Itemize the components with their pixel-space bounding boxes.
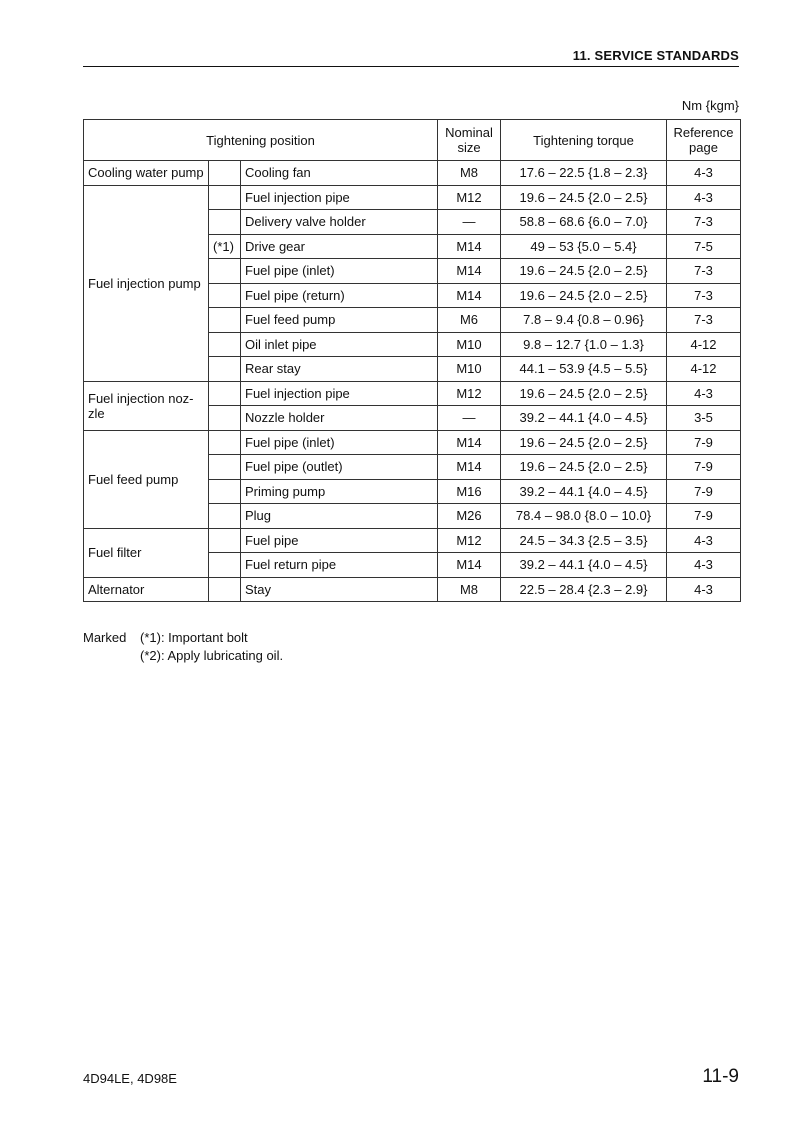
ref-cell: 7-5 [667,234,741,259]
group-cell: Fuel injection pump [84,185,209,381]
mark-cell [209,430,241,455]
item-cell: Fuel pipe (inlet) [241,259,438,284]
table-row [84,161,741,186]
footer-model: 4D94LE, 4D98E [83,1071,177,1086]
mark-cell [209,308,241,333]
unit-label: Nm {kgm} [681,98,739,113]
ref-cell: 7-9 [667,430,741,455]
mark-cell [209,161,241,186]
item-cell: Fuel pipe (return) [241,283,438,308]
note-item-2: (*2): Apply lubricating oil. [140,648,284,663]
item-cell: Stay [241,577,438,602]
size-cell: M14 [438,455,501,480]
mark-cell [209,479,241,504]
item-cell: Delivery valve holder [241,210,438,235]
header-position: Tightening position [84,120,438,161]
header-size-line2: size [457,140,481,155]
note-line-2 [83,647,283,665]
item-cell: Fuel injection pipe [241,185,438,210]
table-row [84,185,741,210]
table-body [84,161,741,602]
item-cell: Cooling fan [241,161,438,186]
item-cell: Fuel pipe (inlet) [241,430,438,455]
torque-cell: 7.8 – 9.4 {0.8 – 0.96} [501,308,667,333]
ref-cell: 4-12 [667,357,741,382]
ref-cell: 4-12 [667,332,741,357]
mark-cell [209,504,241,529]
mark-cell [209,553,241,578]
mark-cell [209,210,241,235]
ref-cell: 4-3 [667,381,741,406]
size-cell: M8 [438,161,501,186]
size-cell: M12 [438,381,501,406]
table-row [84,577,741,602]
torque-cell: 9.8 – 12.7 {1.0 – 1.3} [501,332,667,357]
ref-cell: 4-3 [667,161,741,186]
torque-cell: 19.6 – 24.5 {2.0 – 2.5} [501,185,667,210]
size-cell: M14 [438,234,501,259]
ref-cell: 7-9 [667,479,741,504]
note-line-1 [83,629,283,647]
mark-cell [209,259,241,284]
item-cell: Fuel pipe (outlet) [241,455,438,480]
torque-cell: 19.6 – 24.5 {2.0 – 2.5} [501,455,667,480]
item-cell: Fuel feed pump [241,308,438,333]
torque-cell: 19.6 – 24.5 {2.0 – 2.5} [501,430,667,455]
torque-cell: 39.2 – 44.1 {4.0 – 4.5} [501,406,667,431]
size-cell: M10 [438,357,501,382]
section-title: 11. SERVICE STANDARDS [572,48,739,63]
mark-cell [209,185,241,210]
torque-cell: 39.2 – 44.1 {4.0 – 4.5} [501,479,667,504]
torque-cell: 39.2 – 44.1 {4.0 – 4.5} [501,553,667,578]
item-cell: Fuel pipe [241,528,438,553]
group-cell: Fuel feed pump [84,430,209,528]
size-cell: — [438,210,501,235]
mark-cell [209,406,241,431]
size-cell: M16 [438,479,501,504]
table-row [84,381,741,406]
ref-cell: 4-3 [667,185,741,210]
size-cell: M14 [438,259,501,284]
notes [83,629,283,665]
mark-cell [209,455,241,480]
torque-cell: 22.5 – 28.4 {2.3 – 2.9} [501,577,667,602]
size-cell: M26 [438,504,501,529]
table-row [84,528,741,553]
mark-cell [209,283,241,308]
tightening-torque-table [83,119,741,602]
size-cell: M8 [438,577,501,602]
mark-cell [209,357,241,382]
header-size [438,120,501,161]
header-ref-line1: Reference [673,125,734,140]
torque-cell: 19.6 – 24.5 {2.0 – 2.5} [501,381,667,406]
size-cell: M14 [438,430,501,455]
header-ref-line2: page [689,140,718,155]
ref-cell: 3-5 [667,406,741,431]
torque-cell: 19.6 – 24.5 {2.0 – 2.5} [501,259,667,284]
item-cell: Plug [241,504,438,529]
item-cell: Nozzle holder [241,406,438,431]
table-row [84,430,741,455]
table-header-row [84,120,741,161]
header-torque: Tightening torque [501,120,667,161]
item-cell: Priming pump [241,479,438,504]
mark-cell [209,332,241,357]
mark-cell [209,528,241,553]
item-cell: Fuel return pipe [241,553,438,578]
group-cell: Fuel filter [84,528,209,577]
ref-cell: 7-3 [667,283,741,308]
group-cell: Cooling water pump [84,161,209,186]
ref-cell: 4-3 [667,577,741,602]
item-cell: Oil inlet pipe [241,332,438,357]
size-cell: — [438,406,501,431]
torque-cell: 78.4 – 98.0 {8.0 – 10.0} [501,504,667,529]
header-size-line1: Nominal [445,125,493,140]
note-item-1: (*1): Important bolt [140,630,248,645]
header-ref [667,120,741,161]
mark-cell [209,577,241,602]
mark-cell [209,381,241,406]
notes-label: Marked [83,630,127,645]
torque-cell: 58.8 – 68.6 {6.0 – 7.0} [501,210,667,235]
ref-cell: 7-3 [667,308,741,333]
ref-cell: 4-3 [667,528,741,553]
torque-cell: 19.6 – 24.5 {2.0 – 2.5} [501,283,667,308]
ref-cell: 7-9 [667,455,741,480]
ref-cell: 7-9 [667,504,741,529]
torque-cell: 44.1 – 53.9 {4.5 – 5.5} [501,357,667,382]
ref-cell: 4-3 [667,553,741,578]
size-cell: M10 [438,332,501,357]
mark-cell: (*1) [209,234,241,259]
torque-cell: 49 – 53 {5.0 – 5.4} [501,234,667,259]
torque-cell: 24.5 – 34.3 {2.5 – 3.5} [501,528,667,553]
size-cell: M14 [438,283,501,308]
group-cell: Alternator [84,577,209,602]
torque-cell: 17.6 – 22.5 {1.8 – 2.3} [501,161,667,186]
page-number: 11-9 [702,1066,739,1087]
ref-cell: 7-3 [667,259,741,284]
size-cell: M14 [438,553,501,578]
header-divider [83,66,739,67]
item-cell: Rear stay [241,357,438,382]
size-cell: M12 [438,185,501,210]
group-cell: Fuel injection noz-zle [84,381,209,430]
item-cell: Fuel injection pipe [241,381,438,406]
size-cell: M12 [438,528,501,553]
ref-cell: 7-3 [667,210,741,235]
size-cell: M6 [438,308,501,333]
item-cell: Drive gear [241,234,438,259]
